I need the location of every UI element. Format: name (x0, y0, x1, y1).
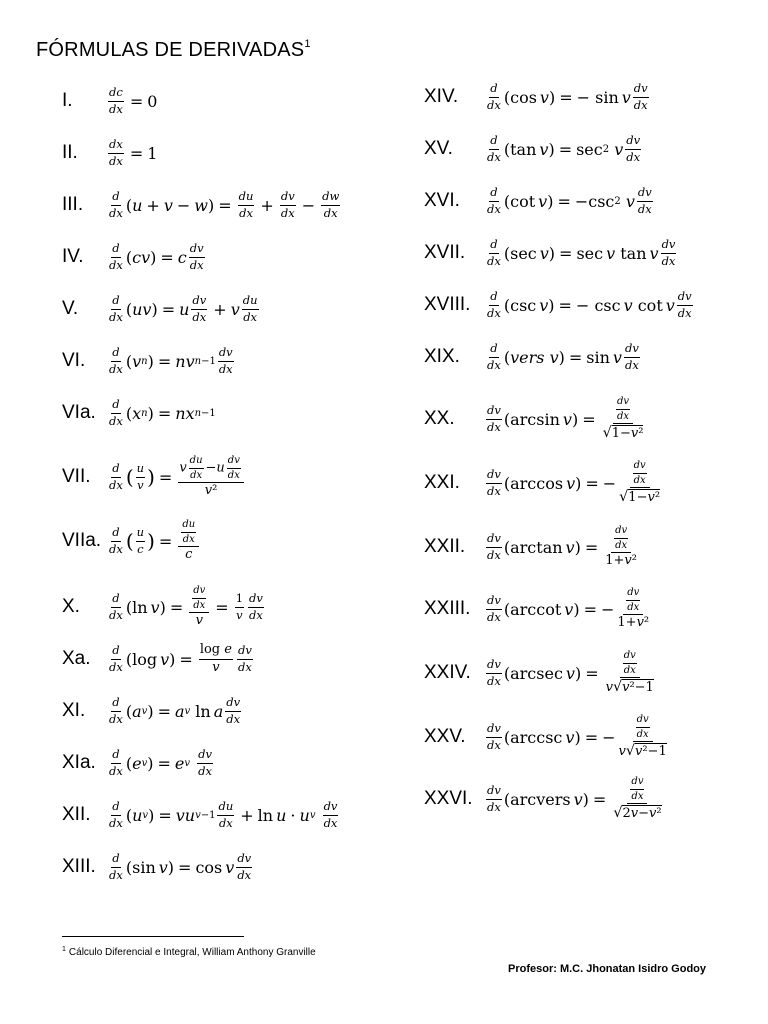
formula-expression: $\frac{d}{dx}$ ( v n ) = nv n−1 $\frac{dv}{dx}$ (109, 345, 233, 376)
formula-expression: $\frac{d}{dx}$ ( a v ) = a v ln a $\frac{dv}{dx}$ (109, 695, 241, 726)
formula-label: XIX. (424, 346, 460, 367)
formula-label: XXII. (424, 536, 466, 557)
formula-row-iii (62, 180, 342, 230)
formula-label: XXV. (424, 726, 466, 747)
formula-expression: $\frac{d}{dx}$ ( x n ) = nx n−1 (109, 397, 216, 428)
formula-row-ii (62, 128, 157, 178)
formula-expression: $\frac{dv}{dx}$ ( arcsec v ) = $\frac{\frac{dv}{dx}}{\text{v√v²−1}}$ (487, 650, 654, 696)
formula-row-vi (62, 336, 236, 386)
formula-row-xix (424, 332, 642, 382)
formula-expression: $\frac{d}{dx}$ ( $\frac{u}{v}$ ) = v $\frac{du}{dx}$ −u $\frac{dv}{dx}$ v² (106, 455, 246, 499)
formula-expression: $\frac{d}{dx}$ ( e v ) = e v $\frac{dv}{dx}$ (109, 747, 212, 778)
formula-row-via (62, 388, 216, 438)
formula-expression: $\frac{dv}{dx}$ ( arccsc v ) = − $\frac{\frac{dv}{dx}}{\text{v√v²−1}}$ (487, 714, 667, 760)
formula-row-i (62, 76, 157, 126)
formula-row-xiii (62, 842, 254, 892)
formula-expression: $\frac{dx}{dx}$ = 1 (109, 137, 158, 168)
formula-label: XXI. (424, 472, 460, 493)
formula-expression: $\frac{dv}{dx}$ ( arccos v ) = − $\frac{\frac{dv}{dx}}{\text{√1−v²}}$ (487, 460, 661, 506)
formula-label: II. (62, 142, 78, 163)
formula-expression: $\frac{d}{dx}$ ( uv ) = u $\frac{dv}{dx}$ + v $\frac{du}{dx}$ (109, 293, 258, 324)
page-title (36, 38, 311, 62)
formula-expression: $\frac{d}{dx}$ ( cot v ) = −csc 2 v $\frac{dv}{dx}$ (487, 185, 652, 216)
formula-row-xx (424, 394, 646, 444)
formula-expression: $\frac{d}{dx}$ ( cv ) = c $\frac{dv}{dx}$ (109, 241, 204, 272)
formula-expression: $\frac{dv}{dx}$ ( arctan v ) = $\frac{\frac{dv}{dx}}{\text{1+v²}}$ (487, 525, 637, 569)
footnote-separator (62, 936, 244, 937)
formula-expression: $\frac{d}{dx}$ ( u v ) = vu v−1 $\frac{du}{dx}$ + ln u · u v $\frac{dv}{dx}$ (109, 799, 338, 830)
formula-row-iv (62, 232, 207, 282)
footnote-mark: 1 (62, 946, 66, 953)
formula-row-v (62, 284, 261, 334)
footnote-text: Cálculo Diferencial e Integral, William Anthony Granville (68, 947, 316, 958)
formula-expression: $\frac{d}{dx}$ ( ln v ) = $\frac{\frac{dv}{dx}}{v}$ = $\frac{1}{v}$ $\frac{dv}{dx}$ (109, 585, 263, 629)
formula-row-xviii (424, 280, 695, 330)
formula-label: III. (62, 194, 84, 215)
formula-label: XXVI. (424, 788, 473, 809)
formula-row-xvi (424, 176, 655, 226)
formula-expression: $\frac{d}{dx}$ ( log v ) = $\frac{\text{log e}}{v}$ $\frac{dv}{dx}$ (109, 641, 252, 675)
title-footnote-mark: 1 (304, 38, 311, 50)
formula-expression: $\frac{d}{dx}$ ( sec v ) = sec v tan v $\frac{dv}{dx}$ (487, 237, 676, 268)
formula-label: Xa. (62, 648, 91, 669)
formula-row-xvii (424, 228, 678, 278)
formula-expression: $\frac{dv}{dx}$ ( arcsin v ) = $\frac{\frac{dv}{dx}}{\text{√1−v²}}$ (487, 396, 644, 442)
formula-label: XIII. (62, 856, 96, 877)
formula-row-xxii (424, 522, 640, 572)
formula-label: XIV. (424, 86, 459, 107)
formula-row-xxvi (424, 774, 665, 824)
formula-label: XVII. (424, 242, 466, 263)
formula-label: XVI. (424, 190, 460, 211)
formula-expression: $\frac{d}{dx}$ ( cos v ) = − sin v $\frac{dv}{dx}$ (487, 81, 648, 112)
formula-label: VI. (62, 350, 86, 371)
formula-expression: $\frac{d}{dx}$ ( csc v ) = − csc v cot v $\frac{dv}{dx}$ (487, 289, 692, 320)
formula-row-xa (62, 634, 255, 684)
formula-row-xxiv (424, 648, 657, 698)
footnote (62, 946, 316, 958)
formula-label: XX. (424, 408, 455, 429)
formula-label: VIa. (62, 402, 96, 423)
formula-label: XVIII. (424, 294, 471, 315)
formula-expression: $\frac{d}{dx}$ ( u + v − w ) = $\frac{du}{dx}$ + $\frac{dv}{dx}$ − $\frac{dw}{dx}$ (109, 189, 340, 220)
formula-label: I. (62, 90, 73, 111)
formula-row-xxv (424, 712, 670, 762)
formula-row-x (62, 582, 266, 632)
formula-label: XII. (62, 804, 91, 825)
formula-row-xi (62, 686, 243, 736)
formula-expression: $\frac{d}{dx}$ ( vers v ) = sin v $\frac{dv}{dx}$ (487, 341, 639, 372)
formula-label: VIIa. (62, 530, 102, 551)
formula-expression: $\frac{d}{dx}$ ( tan v ) = sec 2 v $\frac{dv}{dx}$ (487, 133, 641, 164)
formula-expression: $\frac{dv}{dx}$ ( arcvers v ) = $\frac{\frac{dv}{dx}}{\text{√2v−v²}}$ (487, 776, 662, 822)
formula-row-vii (62, 452, 246, 502)
formula-row-xia (62, 738, 215, 788)
formula-row-xv (424, 124, 643, 174)
formula-label: XV. (424, 138, 453, 159)
formula-row-xxiii (424, 584, 652, 634)
formula-label: IV. (62, 246, 84, 267)
formula-row-xiv (424, 72, 651, 122)
formula-expression: $\frac{d}{dx}$ ( sin v ) = cos v $\frac{dv}{dx}$ (109, 851, 252, 882)
formula-label: XXIII. (424, 598, 471, 619)
formula-expression: $\frac{dc}{dx}$ = 0 (109, 85, 158, 116)
title-text: FÓRMULAS DE DERIVADAS (36, 39, 305, 61)
formula-label: XIa. (62, 752, 96, 773)
formula-label: XXIV. (424, 662, 471, 683)
formula-row-xii (62, 790, 340, 840)
formula-label: X. (62, 596, 80, 617)
formula-expression: $\frac{dv}{dx}$ ( arccot v ) = − $\frac{\frac{dv}{dx}}{\text{1+v²}}$ (487, 587, 650, 631)
formula-expression: $\frac{d}{dx}$ ( $\frac{u}{c}$ ) = $\frac{\frac{du}{dx}}{c}$ (106, 519, 201, 563)
formula-label: XI. (62, 700, 86, 721)
author-credit: Profesor: M.C. Jhonatan Isidro Godoy (508, 963, 707, 975)
formula-row-viia (62, 516, 201, 566)
formula-label: V. (62, 298, 79, 319)
formula-label: VII. (62, 466, 91, 487)
formula-row-xxi (424, 458, 663, 508)
